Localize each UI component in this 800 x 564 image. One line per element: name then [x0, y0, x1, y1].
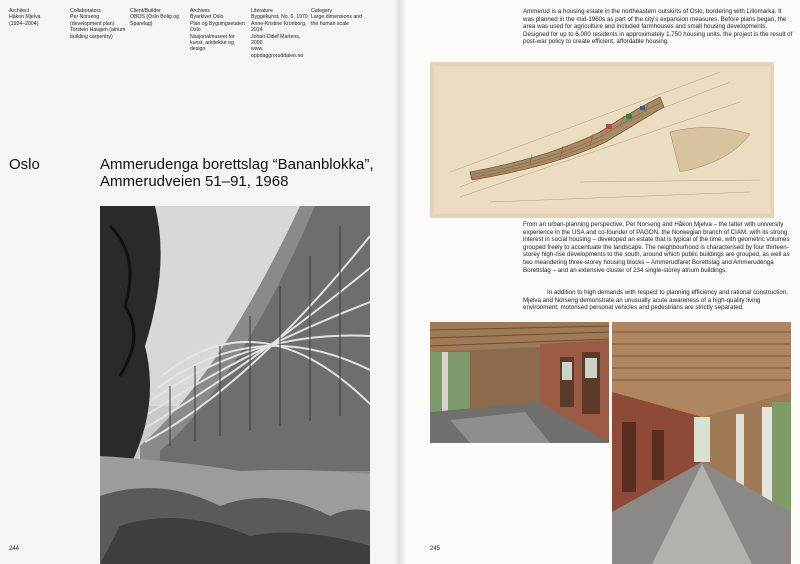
page-number-left: 244 — [9, 546, 20, 552]
meta-label: Architect — [9, 8, 30, 14]
walkway-photo-1 — [430, 322, 609, 443]
walkway-photo-2 — [612, 322, 791, 564]
building-title: Ammerudenga borettslag “Bananblokka”, Ammerudveien 51–91, 1968 — [100, 156, 374, 190]
meta-value: OBOS (Oslo Bolig og Sparelag) — [130, 14, 180, 27]
meta-archives — [190, 8, 248, 53]
meta-value: Per Norseng (development plan) Torstein Haugen (atrium building carpentry) — [70, 14, 126, 40]
intro-paragraph: Ammerud is a housing estate in the northeastern outskirts of Oslo, bordering with Lillomarka. It was planned in the mid-1960s as part of the city’s expansion measures. Before plans began, the area was used for agriculture and included farmhouses and small housing developments. Designed for up to 6,000 residents in approximately 1,750 housing units, the project is the result of post-war policy to create efficient, affordable housing. — [523, 8, 793, 46]
meta-label: Literature — [251, 8, 273, 14]
meta-value: Large dimensions and the human scale — [311, 14, 363, 27]
meta-category — [311, 8, 381, 27]
meta-client — [130, 8, 188, 27]
meta-value: Byggekunst, No. 6, 1970 Anne-Kristine Kronborg, 2014 Johan-Ditlef Martens, 2000 www. oppdaggroruddalen.no — [251, 14, 308, 59]
meta-label: Category — [311, 8, 333, 14]
body-paragraph-2: In addition to high demands with respect to planning efficiency and rational construction, Mjelva and Norseng demonstrate an unusually acute awareness of a high-quality living environment: motorised personal vehicles and pedestrians are strictly separated. — [523, 289, 789, 312]
building-photo — [100, 206, 370, 564]
meta-architect — [9, 8, 67, 27]
page-number-right: 245 — [430, 546, 441, 552]
architectural-sketch — [430, 62, 774, 218]
right-page — [400, 0, 800, 564]
meta-value: Håkon Mjelva (1924–2004) — [9, 14, 41, 27]
meta-label: Archives — [190, 8, 210, 14]
meta-label: Collaborators — [70, 8, 101, 14]
body-paragraph-1: From an urban-planning perspective, Per Norseng and Håkon Mjelva – the latter with university experience in the USA and co-founder of PAGON, the Norwegian branch of CIAM, with its strong interest in social housing – developed an estate that is typical of the time, with geometric volumes grouped freely to accentuate the landscape. The neighbourhood is characterised by four thirteen-storey high-rise developments to the south, around which public buildings are grouped, as well as two meandering three-storey housing blocks – Ammerudfaret Borettslag and Ammerudenga Borettslag – and an extensive cluster of 234 single-storey atrium buildings. — [523, 221, 790, 274]
meta-label: Client/Builder — [130, 8, 161, 14]
meta-value: Byarkivet Oslo Plan og Bygningsetaten Oslo Nasjonalmuseet for kunst, arkitektur og design — [190, 14, 245, 53]
city-heading: Oslo — [9, 156, 40, 173]
book-gutter — [394, 0, 406, 564]
meta-literature — [251, 8, 309, 59]
meta-collaborators — [70, 8, 128, 40]
